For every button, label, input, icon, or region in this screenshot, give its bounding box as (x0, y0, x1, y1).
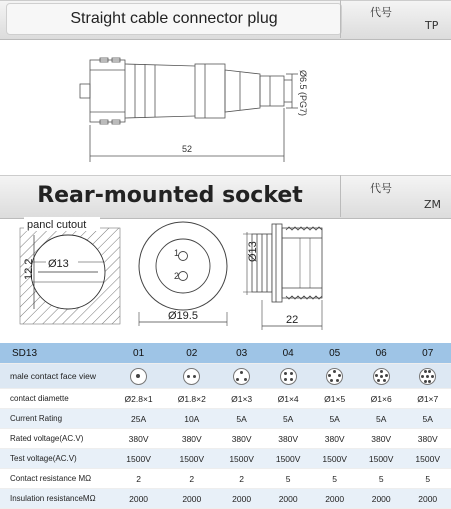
pin-label-2: 2 (174, 271, 180, 281)
cutout-height-label: 12.2 (23, 258, 35, 280)
row-label: male contact face view (0, 364, 112, 389)
side-diameter-label: Ø13 (247, 241, 259, 262)
table-row (0, 364, 451, 389)
face-diameter-label: Ø19.5 (168, 310, 198, 322)
section2-code-label: 代号 (370, 182, 392, 195)
table-cell: 380V (218, 429, 265, 449)
table-cell: Ø1.8×2 (165, 389, 218, 409)
table-cell: 5A (404, 409, 451, 429)
table-cell: 380V (112, 429, 165, 449)
table-row (0, 469, 451, 489)
panel-cutout-drawing (20, 228, 120, 324)
table-cell: 2000 (218, 489, 265, 509)
table-cell: 10A (165, 409, 218, 429)
table-cell: 2 (218, 469, 265, 489)
column-header: 04 (265, 343, 312, 364)
table-cell: 2000 (404, 489, 451, 509)
plug-length-label: 52 (182, 144, 193, 154)
table-cell: 2 (165, 469, 218, 489)
table-row (0, 429, 451, 449)
model-header: SD13 (0, 343, 112, 364)
table-cell: Ø2.8×1 (112, 389, 165, 409)
table-cell: 5 (265, 469, 312, 489)
table-cell: 380V (265, 429, 312, 449)
table-cell: 1500V (311, 449, 358, 469)
table-cell: 380V (358, 429, 405, 449)
table-cell: 1500V (218, 449, 265, 469)
contact-face-1-icon (130, 368, 147, 385)
table-cell: 25A (112, 409, 165, 429)
contact-face-7-icon (419, 368, 436, 385)
table-row (0, 489, 451, 509)
table-cell: 1500V (404, 449, 451, 469)
table-cell: 2000 (165, 489, 218, 509)
row-label: Current Rating (0, 409, 112, 429)
table-cell: 5 (311, 469, 358, 489)
table-cell: 5A (218, 409, 265, 429)
table-row (0, 389, 451, 409)
table-cell: Ø1×3 (218, 389, 265, 409)
section2-code-value: ZM (424, 198, 442, 211)
contact-face-5-icon (326, 368, 343, 385)
row-label: Insulation resistanceMΩ (0, 489, 112, 509)
column-header: 06 (358, 343, 405, 364)
table-cell: 380V (311, 429, 358, 449)
row-label: Rated voltage(AC.V) (0, 429, 112, 449)
table-cell: 1500V (265, 449, 312, 469)
section1-title: Straight cable connector plug (6, 3, 342, 35)
section2-title: Rear-mounted socket (37, 183, 303, 208)
table-cell: 380V (404, 429, 451, 449)
table-cell: 1500V (112, 449, 165, 469)
table-cell: 1500V (165, 449, 218, 469)
column-header: 07 (404, 343, 451, 364)
table-cell: Ø1×7 (404, 389, 451, 409)
column-header: 02 (165, 343, 218, 364)
table-header-row (0, 343, 451, 364)
row-label: Test voltage(AC.V) (0, 449, 112, 469)
section1-code-label: 代号 (370, 6, 392, 19)
cutout-diameter-label: Ø13 (48, 258, 69, 270)
table-cell: 2000 (311, 489, 358, 509)
table-cell: 2000 (358, 489, 405, 509)
table-cell: 5A (311, 409, 358, 429)
table-cell: 2000 (112, 489, 165, 509)
table-cell: 1500V (358, 449, 405, 469)
column-header: 01 (112, 343, 165, 364)
row-label: Contact resistance MΩ (0, 469, 112, 489)
side-length-label: 22 (286, 314, 299, 326)
contact-face-2-icon (183, 368, 200, 385)
column-header: 05 (311, 343, 358, 364)
table-row (0, 409, 451, 429)
table-cell: 5 (404, 469, 451, 489)
table-cell: 5A (358, 409, 405, 429)
table-cell: 2 (112, 469, 165, 489)
row-label: contact diamette (0, 389, 112, 409)
column-header: 03 (218, 343, 265, 364)
table-cell: 380V (165, 429, 218, 449)
cutout-label: pancl cutout (27, 219, 87, 231)
table-cell: 5 (358, 469, 405, 489)
pin-label-1: 1 (174, 248, 180, 258)
section1-code-value: TP (425, 19, 439, 32)
plug-diameter-label: Ø6.5 (PG7) (298, 70, 308, 117)
table-cell: 2000 (265, 489, 312, 509)
table-cell: Ø1×4 (265, 389, 312, 409)
contact-face-3-icon (233, 368, 250, 385)
table-cell: 5A (265, 409, 312, 429)
spec-table (0, 343, 451, 509)
table-row (0, 449, 451, 469)
contact-face-4-icon (280, 368, 297, 385)
table-cell: Ø1×6 (358, 389, 405, 409)
socket-side-drawing (243, 224, 322, 330)
table-cell: Ø1×5 (311, 389, 358, 409)
contact-face-6-icon (373, 368, 390, 385)
